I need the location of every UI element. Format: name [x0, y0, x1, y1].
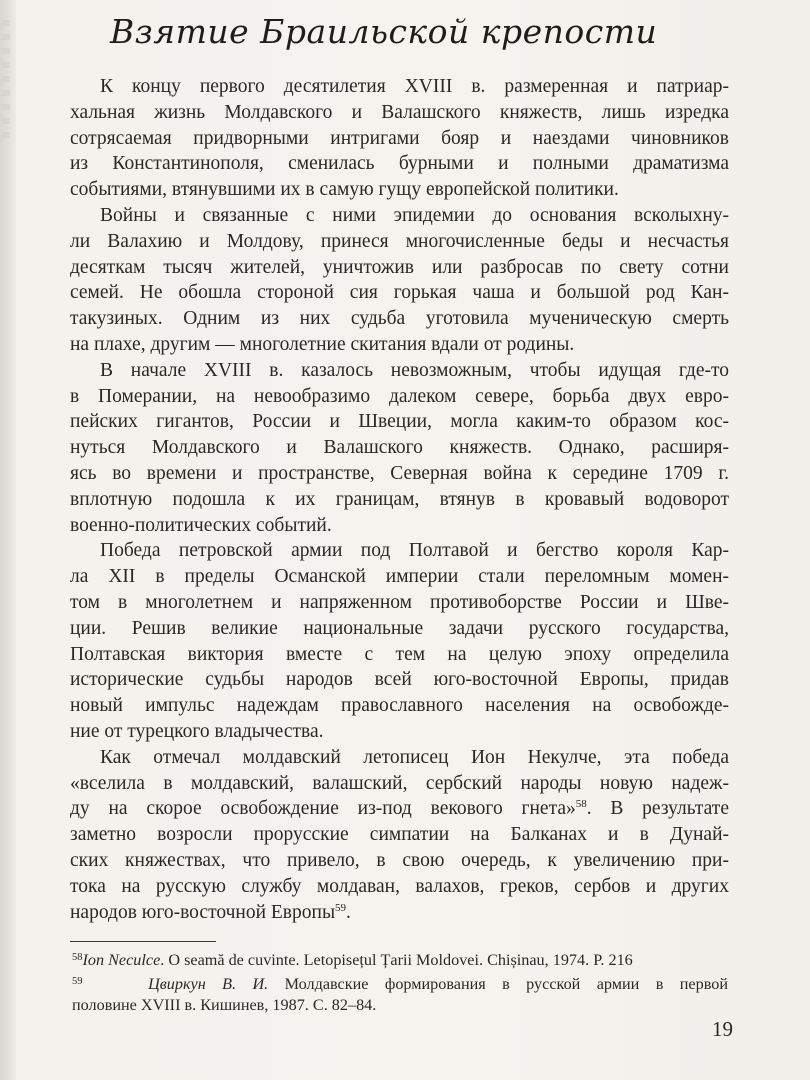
paragraph [70, 745, 729, 926]
text-line: заметно возросли прорусские симпатии на Балканах и в Дунай- [70, 824, 729, 846]
footnote [72, 971, 728, 995]
footnote-continuation: половине XVIII в. Кишинев, 1987. С. 82–84. [72, 996, 377, 1014]
text-line [70, 900, 729, 926]
paragraph [70, 358, 729, 539]
text-line: на плахе, другим — многолетние скитания вдали от родины. [70, 333, 575, 355]
text-line: событиями, втянувшими их в самую гущу европейской политики. [70, 179, 619, 201]
footnote-separator [70, 941, 216, 942]
text-line: исторические судьбы народов всей юго-восточной Европы, придав [70, 669, 729, 691]
text-line: десяткам тысяч жителей, уничтожив или разбросав по свету сотни [70, 256, 729, 278]
paragraph [70, 74, 729, 203]
footnote-reference[interactable]: 58 [575, 798, 587, 811]
footnote-author: Ion Neculce [82, 951, 161, 969]
text-line: в Померании, на невообразимо далеком севере, борьба двух евро- [70, 385, 729, 407]
text-line: ние от турецкого владычества. [70, 720, 324, 742]
text-fragment: . В результате [586, 798, 729, 820]
body-text [70, 74, 729, 925]
text-line: «вселила в молдавский, валашский, сербский народы новую надеж- [70, 772, 729, 794]
text-line: хальная жизнь Молдавского и Валашского княжеств, лишь изредка [70, 101, 729, 123]
text-line: вплотную подошла к их границам, втянув в кровавый водоворот [70, 488, 729, 510]
footnote-author: Цвиркун В. И. [148, 975, 269, 993]
text-line: ла XII в пределы Османской империи стали переломным момен- [70, 566, 729, 588]
margin-mark [2, 20, 10, 140]
text-line: сотрясаемая придворными интригами бояр и наездами чиновников [70, 127, 729, 149]
footnote-reference[interactable]: 59 [335, 901, 347, 914]
text-line: К концу первого десятилетия XVIII в. размеренная и патриар- [100, 76, 729, 97]
page-binding-shadow [0, 0, 16, 1080]
text-line: ских княжествах, что привело, в свою очередь, к увеличению при- [70, 849, 729, 871]
text-line [70, 796, 729, 822]
text-line: том в многолетнем и напряженном противоборстве России и Шве- [70, 591, 729, 613]
text-line: Войны и связанные с ними эпидемии до основания всколыхну- [100, 204, 729, 226]
text-line: ции. Решив великие национальные задачи русского государства, [70, 617, 729, 639]
text-line: ясь во времени и пространстве, Северная война к середине 1709 г. [70, 462, 729, 484]
footnote-number: 59 [72, 976, 83, 987]
paragraph [70, 203, 729, 358]
text-line: Как отмечал молдавский летописец Ион Некулче, эта победа [100, 746, 729, 768]
text-line: военно-политических событий. [70, 514, 332, 536]
footnotes [72, 947, 728, 1016]
text-line: новый импульс надеждам православного населения на освобожде- [70, 695, 729, 717]
footnote [72, 947, 728, 971]
text-line: нуться Молдавского и Валашского княжеств. Однако, расширя- [70, 437, 729, 459]
text-line: Полтавская виктория вместе с тем на целую эпоху определила [70, 643, 729, 665]
footnote-number: 58 [72, 952, 83, 963]
text-line: Победа петровской армии под Полтавой и бегство короля Кар- [100, 540, 729, 562]
text-line: пейских гигантов, России и Швеции, могла каким-то образом кос- [70, 411, 729, 433]
text-fragment: . [346, 901, 351, 923]
text-line: тока на русскую службу молдаван, валахов, греков, сербов и других [70, 875, 729, 897]
text-fragment: народов юго-восточной Европы [70, 901, 336, 923]
paragraph [70, 538, 729, 744]
text-fragment: ду на скорое освобождение из-под векового гнета» [70, 798, 576, 820]
text-line: из Константинополя, сменилась бурными и полными драматизма [70, 153, 729, 175]
text-line: В начале XVIII в. казалось невозможным, чтобы идущая где-то [100, 359, 729, 381]
chapter-heading: Взятие Браильской крепости [110, 12, 658, 51]
text-line: такузиных. Одним из них судьба уготовила мученическую смерть [70, 308, 729, 330]
page-number: 19 [712, 1017, 733, 1041]
footnote-text: Молдавские формирования в русской армии в первой [268, 975, 728, 993]
text-line: ли Валахию и Молдову, принеся многочисленные беды и несчастья [70, 230, 729, 252]
footnote-text: . O seamă de cuvinte. Letopisețul Țarii Moldovei. Chișinau, 1974. P. 216 [160, 951, 633, 969]
text-line: семей. Не обошла стороной сия горькая чаша и большой род Кан- [70, 282, 729, 304]
